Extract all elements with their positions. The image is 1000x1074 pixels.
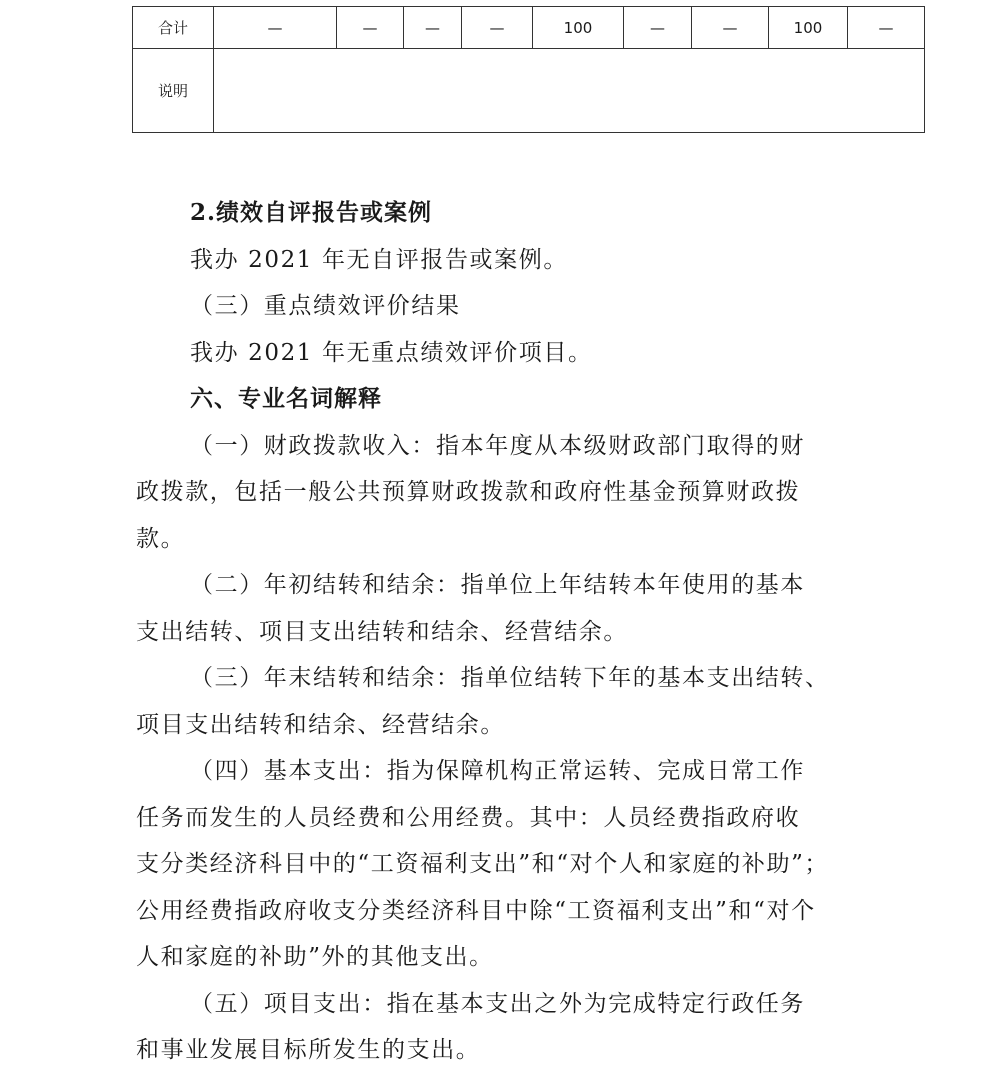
section-heading: 2.绩效自评报告或案例 (190, 199, 433, 226)
paragraph-line: 我办 2021 年无自评报告或案例。 (190, 246, 568, 273)
paragraph-line: 项目支出结转和结余、经营结余。 (136, 711, 505, 738)
total-row (133, 7, 925, 49)
document-body (136, 190, 896, 1074)
total-label: 合计 (133, 7, 214, 49)
paragraph-line: 支出结转、项目支出结转和结余、经营结余。 (136, 618, 628, 645)
paragraph-line: 和事业发展目标所发生的支出。 (136, 1037, 481, 1063)
paragraph-line: （四）基本支出：指为保障机构正常运转、完成日常工作 (190, 758, 805, 784)
table-cell: 100 (533, 7, 624, 49)
table-cell: — (462, 7, 533, 49)
table-cell: — (404, 7, 462, 49)
note-label: 说明 (133, 49, 214, 133)
table-cell: — (624, 7, 692, 49)
table-cell: — (692, 7, 769, 49)
paragraph-line: （一）财政拨款收入：指本年度从本级财政部门取得的财 (190, 432, 805, 459)
section-heading: （三）重点绩效评价结果 (190, 293, 461, 319)
section-heading: 六、专业名词解释 (190, 385, 382, 412)
table-cell: 100 (769, 7, 848, 49)
paragraph-line: 支分类经济科目中的“工资福利支出”和“对个人和家庭的补助”； (136, 851, 830, 877)
paragraph-line: 政拨款，包括一般公共预算财政拨款和政府性基金预算财政拨 (136, 479, 801, 505)
paragraph-line: （二）年初结转和结余：指单位上年结转本年使用的基本 (190, 572, 805, 598)
paragraph-line: （五）项目支出：指在基本支出之外为完成特定行政任务 (190, 990, 805, 1017)
table-cell: — (214, 7, 337, 49)
paragraph-line: 公用经费指政府收支分类经济科目中除“工资福利支出”和“对个 (136, 897, 816, 924)
paragraph-line: （三）年末结转和结余：指单位结转下年的基本支出结转、 (190, 665, 830, 691)
paragraph-line: 任务而发生的人员经费和公用经费。其中：人员经费指政府收 (136, 804, 801, 831)
paragraph-line: 我办 2021 年无重点绩效评价项目。 (190, 339, 593, 366)
note-row (133, 49, 925, 133)
table-cell: — (848, 7, 925, 49)
paragraph-line: 款。 (136, 525, 186, 552)
note-value (214, 49, 925, 133)
table-cell: — (337, 7, 404, 49)
summary-table (132, 6, 925, 133)
paragraph-line: 人和家庭的补助”外的其他支出。 (136, 944, 494, 970)
